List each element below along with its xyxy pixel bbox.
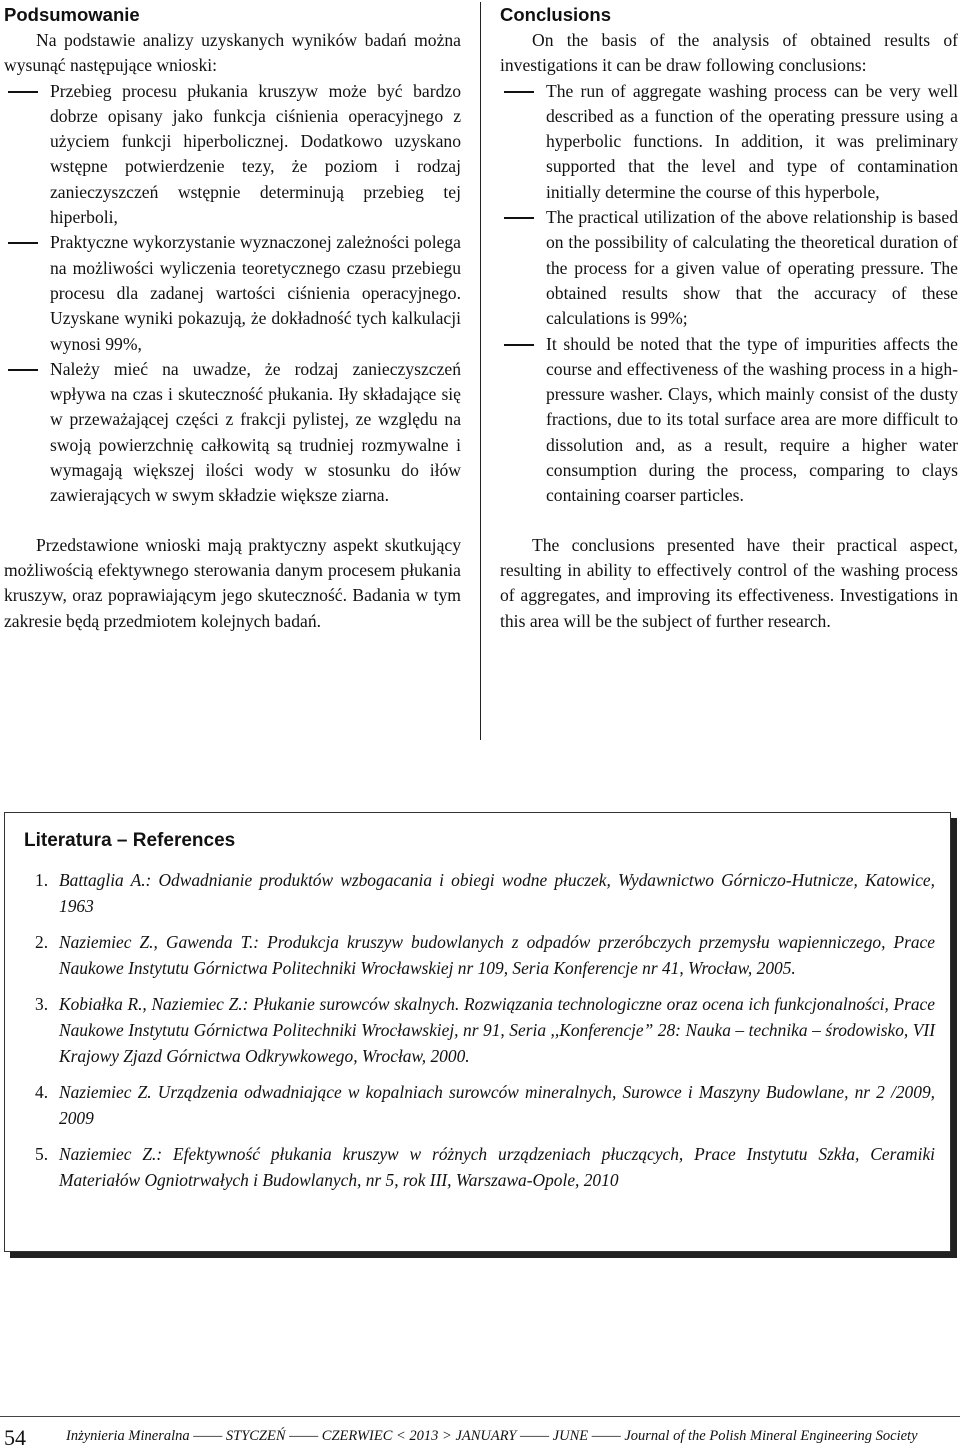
list-item-text: The practical utilization of the above relationship is based on the possibility of calculating the theoretical duration of the process for a given value of operating pressure. The obtained results show that the accuracy of these calculations is 99%;	[546, 207, 958, 329]
reference-item	[35, 1080, 935, 1131]
dash-bullet-icon	[8, 91, 38, 93]
references-list	[35, 868, 935, 1205]
intro-paragraph: On the basis of the analysis of obtained results of investigations it can be draw following conclusions:	[500, 30, 958, 76]
dash-bullet-icon	[8, 242, 38, 244]
reference-item	[35, 992, 935, 1069]
list-item	[4, 230, 461, 356]
reference-number: 2.	[35, 932, 49, 953]
closing-paragraph: Przedstawione wnioski mają praktyczny aspekt skutkujący możliwością efektywnego sterowania danym procesem płukania kruszyw, oraz poprawiającym jego skuteczność. Badania w tym zakresie będą przedmiotem kolejnych badań.	[4, 534, 461, 631]
dash-bullet-icon	[504, 344, 534, 346]
page-number: 54	[4, 1425, 26, 1450]
reference-text: Naziemiec Z.: Efektywność płukania kruszyw w różnych urządzeniach płuczących, Prace Instytutu Szkła, Ceramiki Materiałów Ogniotrwałych i Budowlanych, nr 5, rok III, Warszawa-Opole, 2010	[59, 1144, 935, 1190]
dash-bullet-icon	[8, 369, 38, 371]
reference-text: Naziemiec Z., Gawenda T.: Produkcja kruszyw budowlanych z odpadów przeróbczych przemysłu wapienniczego, Prace Naukowe Instytutu Górnictwa Politechniki Wrocławskiej nr 109, Seria Konferencje nr 41, Wrocław, 2005.	[59, 932, 935, 978]
reference-number: 5.	[35, 1144, 49, 1165]
reference-item	[35, 930, 935, 981]
column-divider	[480, 2, 481, 740]
dash-bullet-icon	[504, 91, 534, 93]
reference-item	[35, 868, 935, 919]
list-item-text: It should be noted that the type of impurities affects the course and effectiveness of the washing process in a high-pressure washer. Clays, which mainly consist of the dusty fractions, due to its total surface area are more difficult to dissolution and, as a result, require a higher water consumption during the process, comparing to clays containing coarser particles.	[546, 333, 958, 506]
list-item	[4, 357, 461, 509]
list-item-text: Przebieg procesu płukania kruszyw może być bardzo dobrze opisany jako funkcja ciśnienia operacyjnego z użyciem funkcji hiperbolicznej. Dodatkowo uzyskano wstępne potwierdzenie tezy, że poziom i rodzaj zanieczyszczeń wstępnie determinują przebieg tej hiperboli,	[50, 80, 461, 228]
summary-column-english	[500, 2, 958, 634]
dash-bullet-icon	[504, 217, 534, 219]
references-title: Literatura – References	[24, 830, 236, 851]
reference-text: Battaglia A.: Odwadnianie produktów wzbogacania i obiegi wodne płuczek, Wydawnictwo Górniczo-Hutnicze, Katowice, 1963	[59, 870, 935, 916]
list-item-text: Należy mieć na uwadze, że rodzaj zanieczyszczeń wpływa na czas i skuteczność płukania. Iły składające się w przeważającej części z frakcji pylistej, ze względu na swoją powierzchnię całkowitą są trudniej rozmywalne i wymagają większej ilości wody w stosunku do iłów zawierających w swym składzie większe ziarna.	[50, 358, 461, 506]
closing-paragraph: The conclusions presented have their practical aspect, resulting in ability to effectively control of the washing process of aggregates, and improving its effectiveness. Investigations in this area will be the subject of further research.	[500, 534, 958, 631]
reference-number: 1.	[35, 870, 49, 890]
references-box	[4, 812, 951, 1252]
summary-column-polish	[4, 2, 461, 634]
reference-number: 3.	[35, 994, 49, 1015]
list-item	[500, 332, 958, 509]
footer-rule	[0, 1416, 960, 1417]
list-item-text: Praktyczne wykorzystanie wyznaczonej zależności polega na możliwości wyliczenia teoretycznego czasu przebiegu procesu dla zadanej wartości ciśnienia operacyjnego. Uzyskane wyniki pokazują, że dokładność tych kalkulacji wynosi 99%,	[50, 232, 461, 354]
intro-paragraph: Na podstawie analizy uzyskanych wyników badań można wysunąć następujące wnioski:	[4, 30, 461, 76]
list-item	[4, 79, 461, 231]
reference-text: Naziemiec Z. Urządzenia odwadniające w kopalniach surowców mineralnych, Surowce i Maszyny Budowlane, nr 2 /2009, 2009	[59, 1082, 935, 1128]
reference-number: 4.	[35, 1082, 49, 1103]
list-item-text: The run of aggregate washing process can be very well described as a function of the operating pressure using a hyperbolic functions. In addition, it was preliminary supported that the level and type of contamination initially determine the course of this hyperbole,	[546, 80, 958, 202]
reference-text: Kobiałka R., Naziemiec Z.: Płukanie surowców skalnych. Rozwiązania technologiczne oraz ocena ich funkcjonalności, Prace Naukowe Instytutu Górnictwa Politechniki Wrocławskiej, nr 91, Seria ,,Konferencje” 28: Nauka – technika – środowisko, VII Krajowy Zjazd Górnictwa Odkrywkowego, Wrocław, 2000.	[59, 994, 935, 1066]
list-item	[500, 205, 958, 331]
list-item	[500, 79, 958, 205]
reference-item	[35, 1142, 935, 1193]
section-heading: Podsumowanie	[4, 4, 140, 25]
conclusions-list	[4, 79, 461, 509]
journal-footer: Inżynieria Mineralna ―― STYCZEŃ ―― CZERWIEC < 2013 > JANUARY ―― JUNE ―― Journal of the Polish Mineral Engineering Society	[66, 1428, 918, 1444]
conclusions-list	[500, 79, 958, 509]
section-heading: Conclusions	[500, 4, 612, 25]
